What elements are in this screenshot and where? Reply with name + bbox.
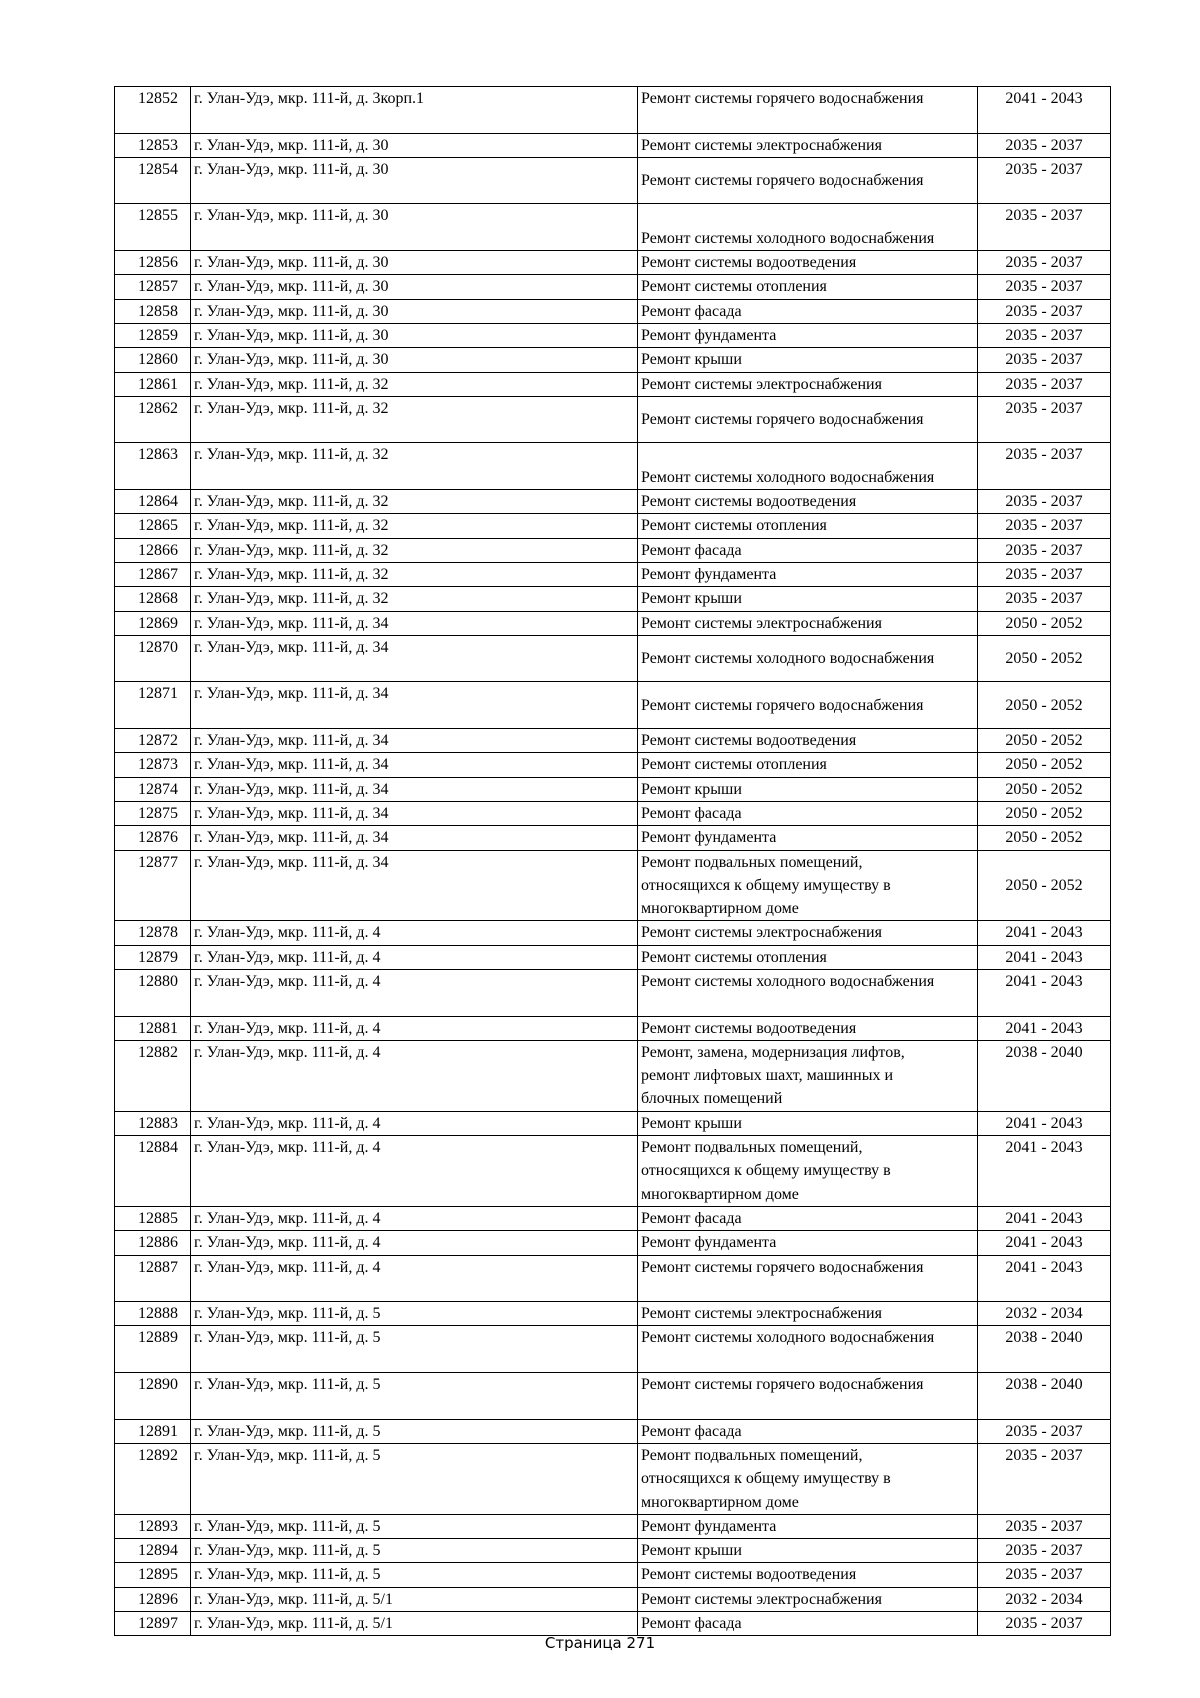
record-number: 12861: [115, 372, 191, 396]
address-cell: г. Улан-Удэ, мкр. 111-й, д. 30: [191, 299, 638, 323]
period-cell: 2035 - 2037: [978, 157, 1111, 204]
table-row: [115, 348, 1111, 372]
work-type-cell: Ремонт подвальных помещений, относящихся к общему имуществу в многоквартирном доме: [638, 1136, 978, 1207]
record-number: 12874: [115, 777, 191, 801]
period-cell: 2035 - 2037: [978, 251, 1111, 275]
work-type-cell: Ремонт системы горячего водоснабжения: [638, 682, 978, 729]
work-type-cell: Ремонт фасада: [638, 299, 978, 323]
period-cell: 2050 - 2052: [978, 682, 1111, 729]
table-row: [115, 87, 1111, 134]
table-row: [115, 1326, 1111, 1373]
work-type-cell: Ремонт системы отопления: [638, 275, 978, 299]
record-number: 12882: [115, 1040, 191, 1111]
table-row: [115, 969, 1111, 1016]
address-cell: г. Улан-Удэ, мкр. 111-й, д. 32: [191, 396, 638, 443]
record-number: 12869: [115, 611, 191, 635]
table-row: [115, 299, 1111, 323]
address-cell: г. Улан-Удэ, мкр. 111-й, д. 34: [191, 777, 638, 801]
registry-body: [115, 87, 1111, 1636]
table-row: [115, 538, 1111, 562]
period-cell: 2035 - 2037: [978, 323, 1111, 347]
record-number: 12856: [115, 251, 191, 275]
period-cell: 2050 - 2052: [978, 611, 1111, 635]
address-cell: г. Улан-Удэ, мкр. 111-й, д. 4: [191, 945, 638, 969]
table-row: [115, 801, 1111, 825]
address-cell: г. Улан-Удэ, мкр. 111-й, д. 32: [191, 490, 638, 514]
record-number: 12876: [115, 826, 191, 850]
period-cell: 2050 - 2052: [978, 635, 1111, 682]
address-cell: г. Улан-Удэ, мкр. 111-й, д. 34: [191, 635, 638, 682]
address-cell: г. Улан-Удэ, мкр. 111-й, д. 5: [191, 1326, 638, 1373]
work-type-cell: Ремонт системы электроснабжения: [638, 1302, 978, 1326]
address-cell: г. Улан-Удэ, мкр. 111-й, д. 5: [191, 1419, 638, 1443]
period-cell: 2035 - 2037: [978, 1563, 1111, 1587]
table-row: [115, 1563, 1111, 1587]
address-cell: г. Улан-Удэ, мкр. 111-й, д. 32: [191, 538, 638, 562]
table-row: [115, 611, 1111, 635]
address-cell: г. Улан-Удэ, мкр. 111-й, д. 32: [191, 587, 638, 611]
work-type-cell: Ремонт системы горячего водоснабжения: [638, 1255, 978, 1302]
table-row: [115, 1539, 1111, 1563]
address-cell: г. Улан-Удэ, мкр. 111-й, д. 34: [191, 826, 638, 850]
period-cell: 2035 - 2037: [978, 490, 1111, 514]
period-cell: 2041 - 2043: [978, 969, 1111, 1016]
period-cell: 2041 - 2043: [978, 1231, 1111, 1255]
address-cell: г. Улан-Удэ, мкр. 111-й, д. 5: [191, 1373, 638, 1420]
record-number: 12852: [115, 87, 191, 134]
record-number: 12883: [115, 1111, 191, 1135]
work-type-cell: Ремонт крыши: [638, 587, 978, 611]
address-cell: г. Улан-Удэ, мкр. 111-й, д. 30: [191, 133, 638, 157]
period-cell: 2035 - 2037: [978, 587, 1111, 611]
record-number: 12872: [115, 729, 191, 753]
period-cell: 2041 - 2043: [978, 87, 1111, 134]
work-type-cell: Ремонт фундамента: [638, 826, 978, 850]
period-cell: 2035 - 2037: [978, 562, 1111, 586]
period-cell: 2035 - 2037: [978, 396, 1111, 443]
record-number: 12887: [115, 1255, 191, 1302]
period-cell: 2035 - 2037: [978, 514, 1111, 538]
period-cell: 2035 - 2037: [978, 538, 1111, 562]
period-cell: 2035 - 2037: [978, 275, 1111, 299]
address-cell: г. Улан-Удэ, мкр. 111-й, д. 34: [191, 850, 638, 921]
period-cell: 2050 - 2052: [978, 729, 1111, 753]
record-number: 12865: [115, 514, 191, 538]
table-row: [115, 372, 1111, 396]
work-type-cell: Ремонт системы электроснабжения: [638, 611, 978, 635]
period-cell: 2038 - 2040: [978, 1326, 1111, 1373]
work-type-cell: Ремонт фундамента: [638, 1514, 978, 1538]
work-type-cell: Ремонт фасада: [638, 1419, 978, 1443]
address-cell: г. Улан-Удэ, мкр. 111-й, д. 5: [191, 1443, 638, 1514]
table-row: [115, 1040, 1111, 1111]
record-number: 12870: [115, 635, 191, 682]
address-cell: г. Улан-Удэ, мкр. 111-й, д. 30: [191, 323, 638, 347]
work-type-cell: Ремонт системы водоотведения: [638, 1563, 978, 1587]
address-cell: г. Улан-Удэ, мкр. 111-й, д. 5: [191, 1539, 638, 1563]
work-type-cell: Ремонт системы электроснабжения: [638, 921, 978, 945]
period-cell: 2041 - 2043: [978, 921, 1111, 945]
period-cell: 2038 - 2040: [978, 1373, 1111, 1420]
work-type-cell: Ремонт фасада: [638, 538, 978, 562]
record-number: 12881: [115, 1016, 191, 1040]
work-type-cell: Ремонт фундамента: [638, 1231, 978, 1255]
table-row: [115, 1419, 1111, 1443]
table-row: [115, 945, 1111, 969]
period-cell: 2035 - 2037: [978, 299, 1111, 323]
table-row: [115, 323, 1111, 347]
record-number: 12853: [115, 133, 191, 157]
address-cell: г. Улан-Удэ, мкр. 111-й, д. 32: [191, 514, 638, 538]
record-number: 12857: [115, 275, 191, 299]
record-number: 12859: [115, 323, 191, 347]
work-type-cell: Ремонт системы электроснабжения: [638, 1587, 978, 1611]
work-type-cell: Ремонт подвальных помещений, относящихся к общему имуществу в многоквартирном доме: [638, 850, 978, 921]
table-row: [115, 850, 1111, 921]
period-cell: 2041 - 2043: [978, 1206, 1111, 1230]
work-type-cell: Ремонт фасада: [638, 1206, 978, 1230]
table-row: [115, 157, 1111, 204]
address-cell: г. Улан-Удэ, мкр. 111-й, д. 34: [191, 753, 638, 777]
period-cell: 2038 - 2040: [978, 1040, 1111, 1111]
record-number: 12880: [115, 969, 191, 1016]
table-row: [115, 514, 1111, 538]
work-type-cell: Ремонт системы горячего водоснабжения: [638, 396, 978, 443]
record-number: 12860: [115, 348, 191, 372]
work-type-cell: Ремонт крыши: [638, 777, 978, 801]
address-cell: г. Улан-Удэ, мкр. 111-й, д. 34: [191, 801, 638, 825]
record-number: 12873: [115, 753, 191, 777]
table-row: [115, 490, 1111, 514]
record-number: 12888: [115, 1302, 191, 1326]
period-cell: 2035 - 2037: [978, 204, 1111, 251]
address-cell: г. Улан-Удэ, мкр. 111-й, д. 3корп.1: [191, 87, 638, 134]
table-row: [115, 1016, 1111, 1040]
work-type-cell: Ремонт системы водоотведения: [638, 729, 978, 753]
work-type-cell: Ремонт крыши: [638, 1539, 978, 1563]
record-number: 12897: [115, 1612, 191, 1636]
record-number: 12891: [115, 1419, 191, 1443]
address-cell: г. Улан-Удэ, мкр. 111-й, д. 5: [191, 1514, 638, 1538]
period-cell: 2032 - 2034: [978, 1587, 1111, 1611]
repair-registry-table: [114, 86, 1111, 1636]
record-number: 12894: [115, 1539, 191, 1563]
address-cell: г. Улан-Удэ, мкр. 111-й, д. 34: [191, 729, 638, 753]
work-type-cell: Ремонт системы отопления: [638, 514, 978, 538]
work-type-cell: Ремонт системы горячего водоснабжения: [638, 87, 978, 134]
table-row: [115, 133, 1111, 157]
record-number: 12884: [115, 1136, 191, 1207]
period-cell: 2032 - 2034: [978, 1302, 1111, 1326]
period-cell: 2035 - 2037: [978, 1612, 1111, 1636]
record-number: 12886: [115, 1231, 191, 1255]
table-row: [115, 921, 1111, 945]
period-cell: 2050 - 2052: [978, 801, 1111, 825]
address-cell: г. Улан-Удэ, мкр. 111-й, д. 34: [191, 682, 638, 729]
work-type-cell: Ремонт подвальных помещений, относящихся к общему имуществу в многоквартирном доме: [638, 1443, 978, 1514]
address-cell: г. Улан-Удэ, мкр. 111-й, д. 4: [191, 1016, 638, 1040]
address-cell: г. Улан-Удэ, мкр. 111-й, д. 4: [191, 921, 638, 945]
period-cell: 2041 - 2043: [978, 1255, 1111, 1302]
work-type-cell: Ремонт системы электроснабжения: [638, 133, 978, 157]
period-cell: 2050 - 2052: [978, 850, 1111, 921]
table-row: [115, 777, 1111, 801]
address-cell: г. Улан-Удэ, мкр. 111-й, д. 34: [191, 611, 638, 635]
period-cell: 2035 - 2037: [978, 348, 1111, 372]
record-number: 12854: [115, 157, 191, 204]
record-number: 12867: [115, 562, 191, 586]
period-cell: 2035 - 2037: [978, 133, 1111, 157]
address-cell: г. Улан-Удэ, мкр. 111-й, д. 4: [191, 1206, 638, 1230]
table-row: [115, 396, 1111, 443]
address-cell: г. Улан-Удэ, мкр. 111-й, д. 4: [191, 1136, 638, 1207]
address-cell: г. Улан-Удэ, мкр. 111-й, д. 30: [191, 275, 638, 299]
work-type-cell: Ремонт фасада: [638, 1612, 978, 1636]
period-cell: 2035 - 2037: [978, 443, 1111, 490]
address-cell: г. Улан-Удэ, мкр. 111-й, д. 4: [191, 1040, 638, 1111]
record-number: 12879: [115, 945, 191, 969]
table-row: [115, 1587, 1111, 1611]
record-number: 12895: [115, 1563, 191, 1587]
record-number: 12858: [115, 299, 191, 323]
record-number: 12863: [115, 443, 191, 490]
work-type-cell: Ремонт системы холодного водоснабжения: [638, 969, 978, 1016]
address-cell: г. Улан-Удэ, мкр. 111-й, д. 32: [191, 562, 638, 586]
work-type-cell: Ремонт фасада: [638, 801, 978, 825]
work-type-cell: Ремонт системы горячего водоснабжения: [638, 157, 978, 204]
period-cell: 2041 - 2043: [978, 945, 1111, 969]
table-row: [115, 1231, 1111, 1255]
record-number: 12896: [115, 1587, 191, 1611]
period-cell: 2035 - 2037: [978, 1539, 1111, 1563]
table-row: [115, 826, 1111, 850]
period-cell: 2050 - 2052: [978, 777, 1111, 801]
address-cell: г. Улан-Удэ, мкр. 111-й, д. 5: [191, 1563, 638, 1587]
work-type-cell: Ремонт системы холодного водоснабжения: [638, 1326, 978, 1373]
table-row: [115, 1302, 1111, 1326]
table-row: [115, 1612, 1111, 1636]
address-cell: г. Улан-Удэ, мкр. 111-й, д. 5/1: [191, 1612, 638, 1636]
address-cell: г. Улан-Удэ, мкр. 111-й, д. 30: [191, 204, 638, 251]
work-type-cell: Ремонт системы отопления: [638, 753, 978, 777]
address-cell: г. Улан-Удэ, мкр. 111-й, д. 32: [191, 372, 638, 396]
page-number: Страница 271: [544, 1634, 656, 1652]
record-number: 12892: [115, 1443, 191, 1514]
work-type-cell: Ремонт системы водоотведения: [638, 1016, 978, 1040]
record-number: 12864: [115, 490, 191, 514]
address-cell: г. Улан-Удэ, мкр. 111-й, д. 32: [191, 443, 638, 490]
period-cell: 2035 - 2037: [978, 1443, 1111, 1514]
address-cell: г. Улан-Удэ, мкр. 111-й, д. 4: [191, 1255, 638, 1302]
address-cell: г. Улан-Удэ, мкр. 111-й, д. 4: [191, 969, 638, 1016]
work-type-cell: Ремонт системы водоотведения: [638, 251, 978, 275]
record-number: 12890: [115, 1373, 191, 1420]
address-cell: г. Улан-Удэ, мкр. 111-й, д. 5: [191, 1302, 638, 1326]
work-type-cell: Ремонт крыши: [638, 1111, 978, 1135]
record-number: 12889: [115, 1326, 191, 1373]
table-row: [115, 1136, 1111, 1207]
work-type-cell: Ремонт системы холодного водоснабжения: [638, 443, 978, 490]
work-type-cell: Ремонт системы электроснабжения: [638, 372, 978, 396]
work-type-cell: Ремонт системы холодного водоснабжения: [638, 635, 978, 682]
work-type-cell: Ремонт системы отопления: [638, 945, 978, 969]
record-number: 12868: [115, 587, 191, 611]
record-number: 12875: [115, 801, 191, 825]
period-cell: 2041 - 2043: [978, 1136, 1111, 1207]
record-number: 12877: [115, 850, 191, 921]
address-cell: г. Улан-Удэ, мкр. 111-й, д. 4: [191, 1111, 638, 1135]
address-cell: г. Улан-Удэ, мкр. 111-й, д. 30: [191, 348, 638, 372]
table-row: [115, 1373, 1111, 1420]
table-row: [115, 729, 1111, 753]
table-row: [115, 443, 1111, 490]
address-cell: г. Улан-Удэ, мкр. 111-й, д. 30: [191, 251, 638, 275]
table-row: [115, 1255, 1111, 1302]
period-cell: 2050 - 2052: [978, 826, 1111, 850]
address-cell: г. Улан-Удэ, мкр. 111-й, д. 4: [191, 1231, 638, 1255]
record-number: 12893: [115, 1514, 191, 1538]
work-type-cell: Ремонт крыши: [638, 348, 978, 372]
work-type-cell: Ремонт фундамента: [638, 562, 978, 586]
record-number: 12862: [115, 396, 191, 443]
table-row: [115, 635, 1111, 682]
address-cell: г. Улан-Удэ, мкр. 111-й, д. 30: [191, 157, 638, 204]
table-row: [115, 587, 1111, 611]
table-row: [115, 1111, 1111, 1135]
table-row: [115, 275, 1111, 299]
record-number: 12866: [115, 538, 191, 562]
table-row: [115, 1443, 1111, 1514]
table-row: [115, 1514, 1111, 1538]
work-type-cell: Ремонт фундамента: [638, 323, 978, 347]
table-row: [115, 1206, 1111, 1230]
table-row: [115, 251, 1111, 275]
period-cell: 2050 - 2052: [978, 753, 1111, 777]
period-cell: 2041 - 2043: [978, 1016, 1111, 1040]
table-row: [115, 753, 1111, 777]
period-cell: 2035 - 2037: [978, 372, 1111, 396]
table-row: [115, 562, 1111, 586]
record-number: 12871: [115, 682, 191, 729]
work-type-cell: Ремонт, замена, модернизация лифтов, ремонт лифтовых шахт, машинных и блочных помещений: [638, 1040, 978, 1111]
period-cell: 2035 - 2037: [978, 1514, 1111, 1538]
record-number: 12878: [115, 921, 191, 945]
table-row: [115, 204, 1111, 251]
work-type-cell: Ремонт системы водоотведения: [638, 490, 978, 514]
work-type-cell: Ремонт системы холодного водоснабжения: [638, 204, 978, 251]
table-row: [115, 682, 1111, 729]
work-type-cell: Ремонт системы горячего водоснабжения: [638, 1373, 978, 1420]
address-cell: г. Улан-Удэ, мкр. 111-й, д. 5/1: [191, 1587, 638, 1611]
record-number: 12885: [115, 1206, 191, 1230]
record-number: 12855: [115, 204, 191, 251]
period-cell: 2035 - 2037: [978, 1419, 1111, 1443]
period-cell: 2041 - 2043: [978, 1111, 1111, 1135]
